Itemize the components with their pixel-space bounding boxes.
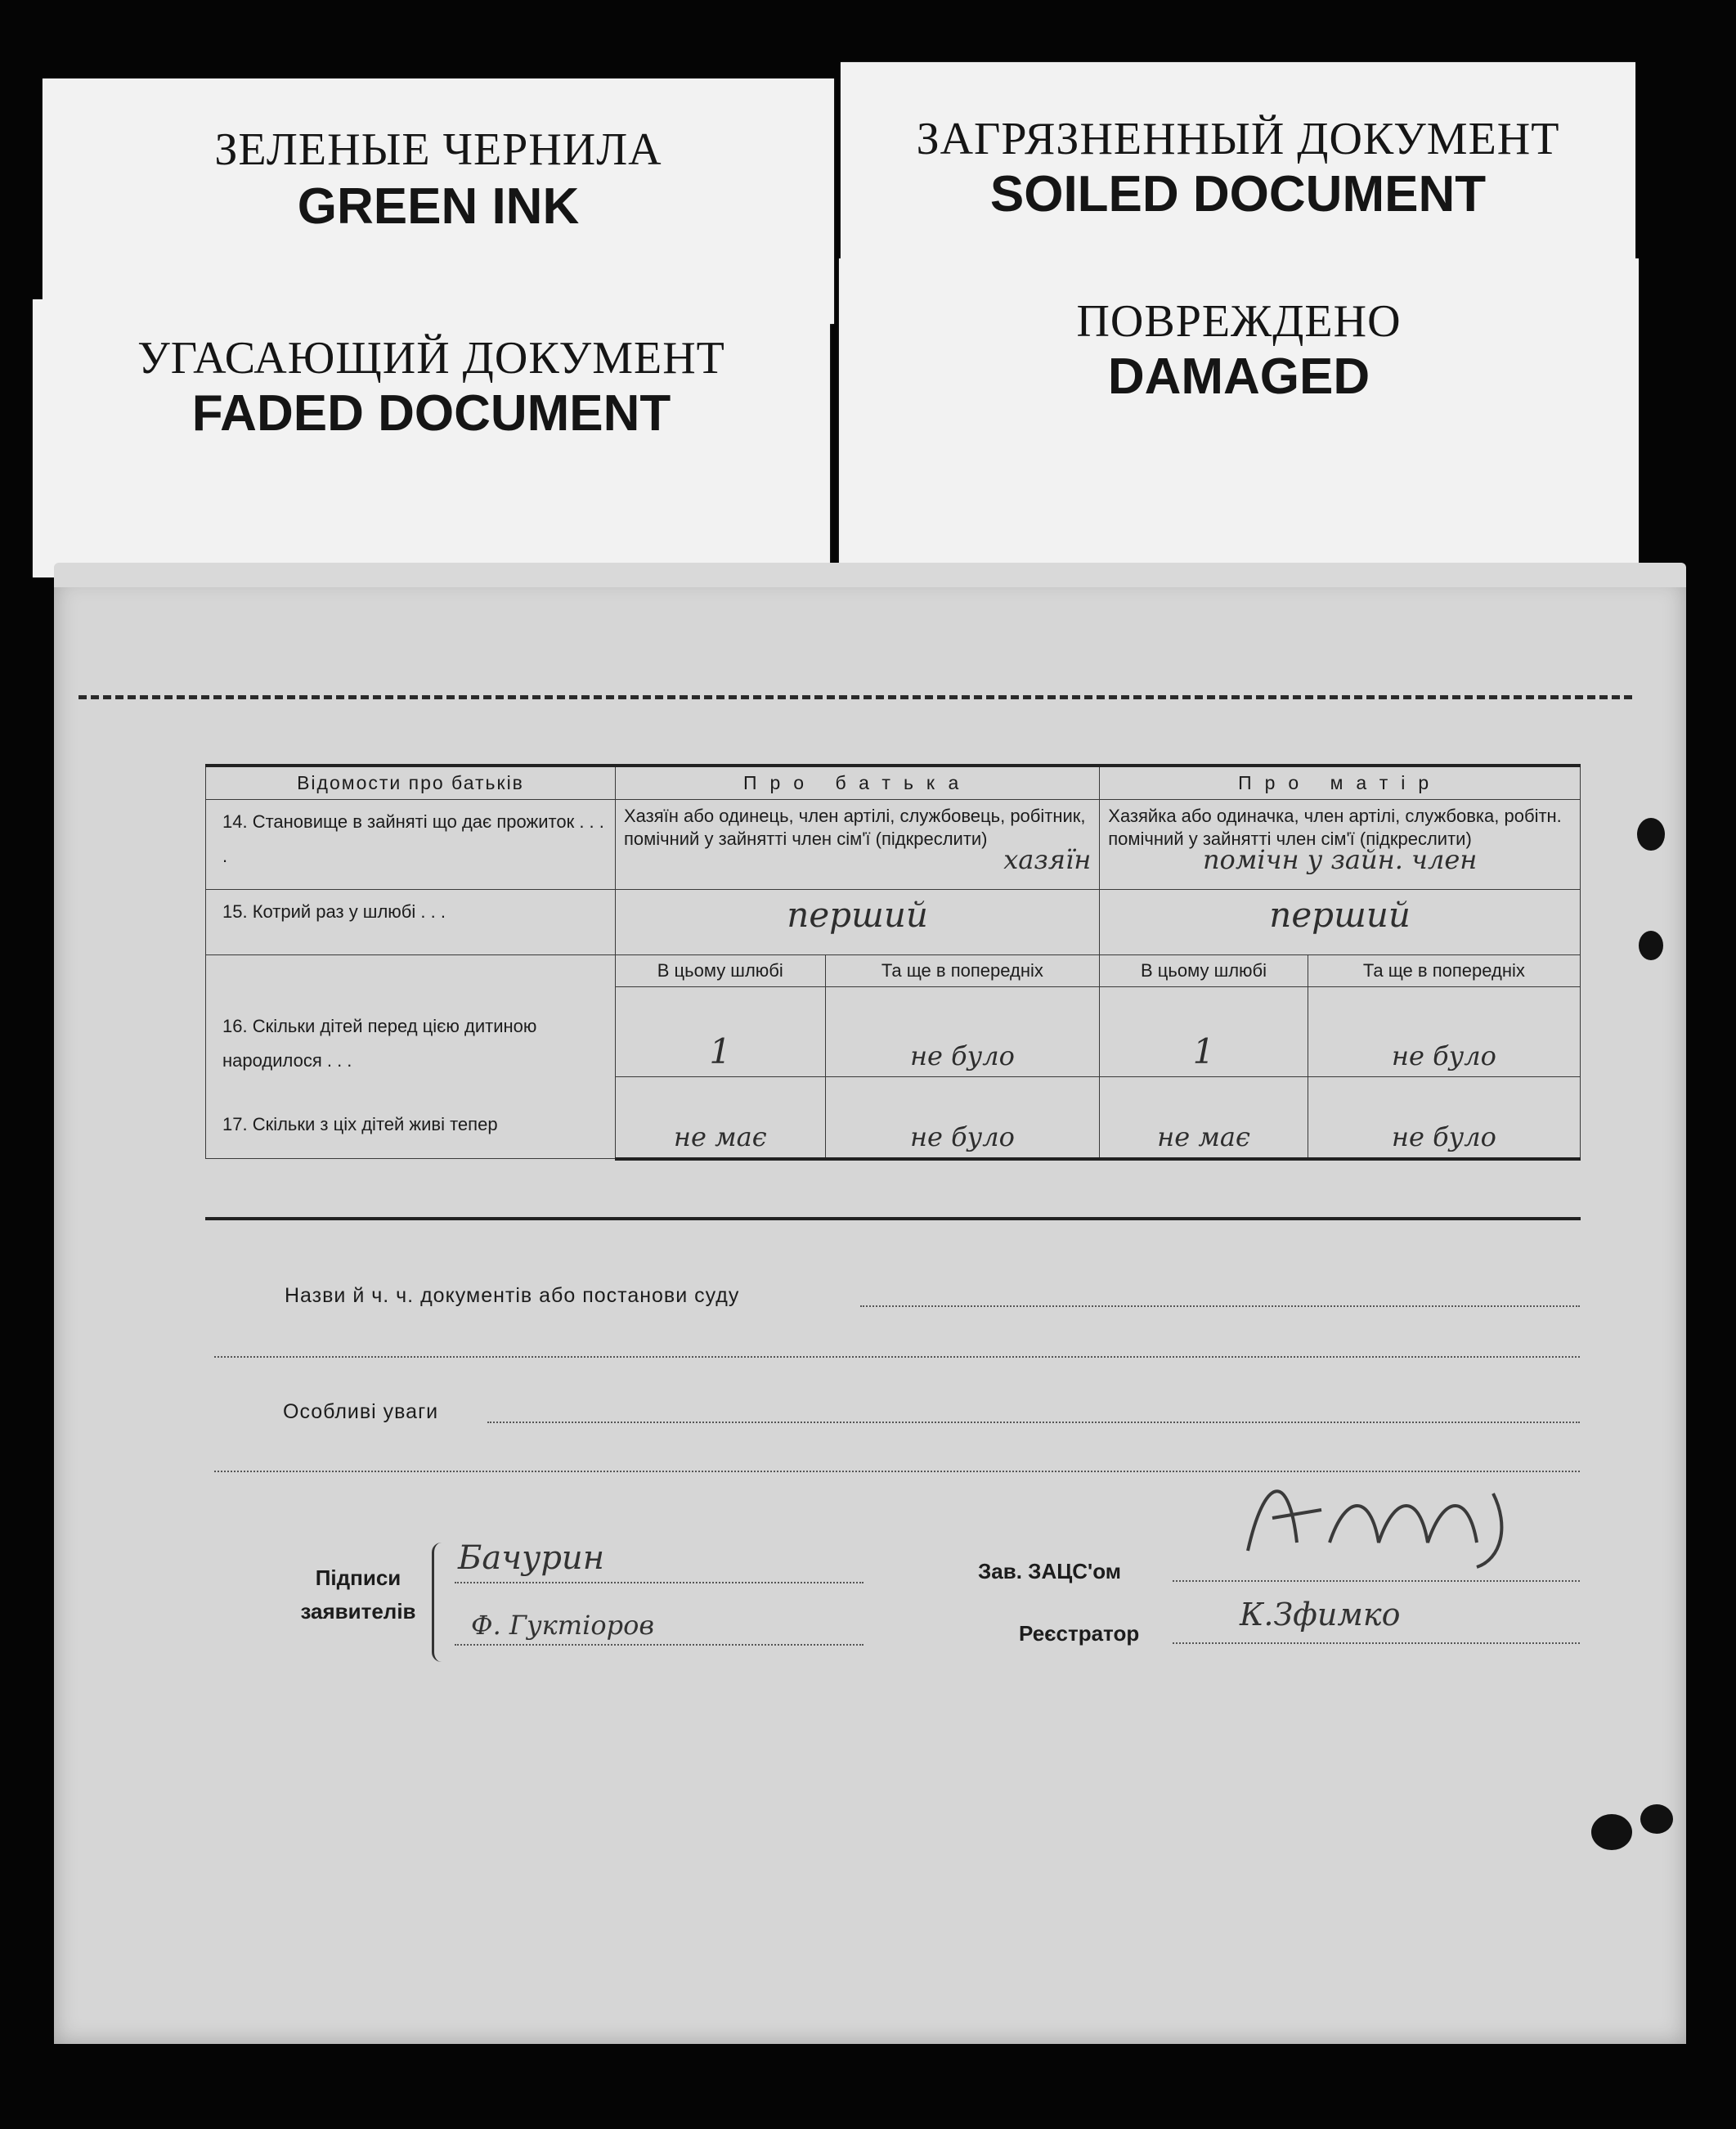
- soiled-document-label-ru: ЗАГРЯЗНЕННЫЙ ДОКУМЕНТ: [916, 114, 1560, 164]
- row17-mother-prev: не було: [1308, 1077, 1580, 1159]
- green-ink-label-en: GREEN INK: [297, 178, 580, 235]
- col-header-info: Відомости про батьків: [206, 766, 616, 800]
- documents-label: Назви й ч. ч. документів або постанови суду: [285, 1284, 740, 1307]
- green-ink-label-ru: ЗЕЛЕНЫЕ ЧЕРНИЛА: [214, 124, 662, 175]
- row17-label: 17. Скільки з ціх дітей живі тепер: [222, 1114, 498, 1134]
- applicants-brace: [432, 1543, 446, 1662]
- col-header-father: Про батька: [616, 766, 1100, 800]
- soiled-document-label-en: SOILED DOCUMENT: [989, 166, 1487, 222]
- father-previous-header: Та ще в попередніх: [825, 955, 1100, 987]
- faded-document-label: [33, 299, 830, 577]
- hole-mark: [1637, 818, 1665, 851]
- registrar-line: [1173, 1642, 1580, 1644]
- faded-document-label-en: FADED DOCUMENT: [191, 385, 671, 442]
- father-this-marriage-header: В цьому шлюбі: [616, 955, 826, 987]
- hole-mark: [1639, 931, 1663, 960]
- row14-label: 14. Становище в зайняті що дає прожиток . . . .: [206, 800, 616, 890]
- faded-document-label-ru: УГАСАЮЩИЙ ДОКУМЕНТ: [137, 333, 725, 384]
- table-bottom-rule: [205, 1217, 1581, 1220]
- applicant-1-signature: Бачурин: [458, 1539, 605, 1577]
- documents-dotline-2: [214, 1356, 1580, 1358]
- row17-mother-this: не має: [1100, 1077, 1308, 1159]
- green-ink-label: [43, 79, 834, 324]
- mother-previous-header: Та ще в попередніх: [1308, 955, 1580, 987]
- document-sheet: [54, 577, 1686, 2044]
- damaged-label-en: DAMAGED: [1107, 348, 1370, 405]
- row15-mother-hand: перший: [1100, 890, 1581, 955]
- head-of-registry-signature-scribble: [1231, 1461, 1526, 1583]
- parents-info-table: [205, 764, 1581, 1161]
- registrar-signature: К.Зфимко: [1240, 1597, 1401, 1633]
- col-header-mother: Про матір: [1100, 766, 1581, 800]
- row16-father-prev: не було: [825, 987, 1100, 1077]
- applicants-label-line2: заявителів: [300, 1599, 416, 1624]
- damaged-label-ru: ПОВРЕЖДЕНО: [1076, 296, 1402, 347]
- row14-father-printed: Хазяїн або одинець, член артілі, службовець, робітник, помічний у зайнятті член сім'ї (підкреслити): [624, 806, 1086, 849]
- row16-mother-this: 1: [1100, 987, 1308, 1077]
- sheet-top-edge: [54, 563, 1686, 587]
- row14-mother-hand: помічн у зайн. член: [1202, 844, 1478, 875]
- applicants-label-line1: Підписи: [315, 1565, 401, 1590]
- row14-father-hand: хазяїн: [1003, 844, 1092, 875]
- documents-dotline-1: [860, 1305, 1580, 1307]
- applicant-2-line: [455, 1644, 864, 1646]
- applicant-2-signature: Ф. Гуктіоров: [471, 1610, 654, 1641]
- stain-mark: [1640, 1804, 1673, 1834]
- row17-father-prev: не було: [825, 1077, 1100, 1159]
- row16-mother-prev: не було: [1308, 987, 1580, 1077]
- remarks-dotline-1: [487, 1422, 1580, 1423]
- registrar-label: Реєстратор: [1019, 1621, 1140, 1646]
- row16-label: 16. Скільки дітей перед цією дитиною народилося . . .: [222, 1016, 537, 1071]
- soiled-document-label: [841, 62, 1635, 281]
- row14-father: [616, 800, 1100, 890]
- row16-father-this: 1: [616, 987, 826, 1077]
- stain-mark: [1591, 1814, 1632, 1850]
- remarks-label: Особливі уваги: [283, 1400, 439, 1423]
- head-of-registry-label: Зав. ЗАЦС'ом: [978, 1559, 1121, 1583]
- row15-father-hand: перший: [616, 890, 1100, 955]
- row16-17-labels: [206, 955, 616, 1159]
- row14-mother: [1100, 800, 1581, 890]
- tear-off-line: [79, 695, 1632, 699]
- row17-father-this: не має: [616, 1077, 826, 1159]
- row14-mother-printed: Хазяйка або одиначка, член артілі, службовка, робітн. помічний у зайнятті член сім'ї (підкреслити): [1108, 806, 1562, 849]
- applicant-1-line: [455, 1582, 864, 1583]
- mother-this-marriage-header: В цьому шлюбі: [1100, 955, 1308, 987]
- damaged-label: [839, 258, 1639, 577]
- row15-label: 15. Котрий раз у шлюбі . . .: [206, 890, 616, 955]
- applicants-label: [293, 1565, 424, 1624]
